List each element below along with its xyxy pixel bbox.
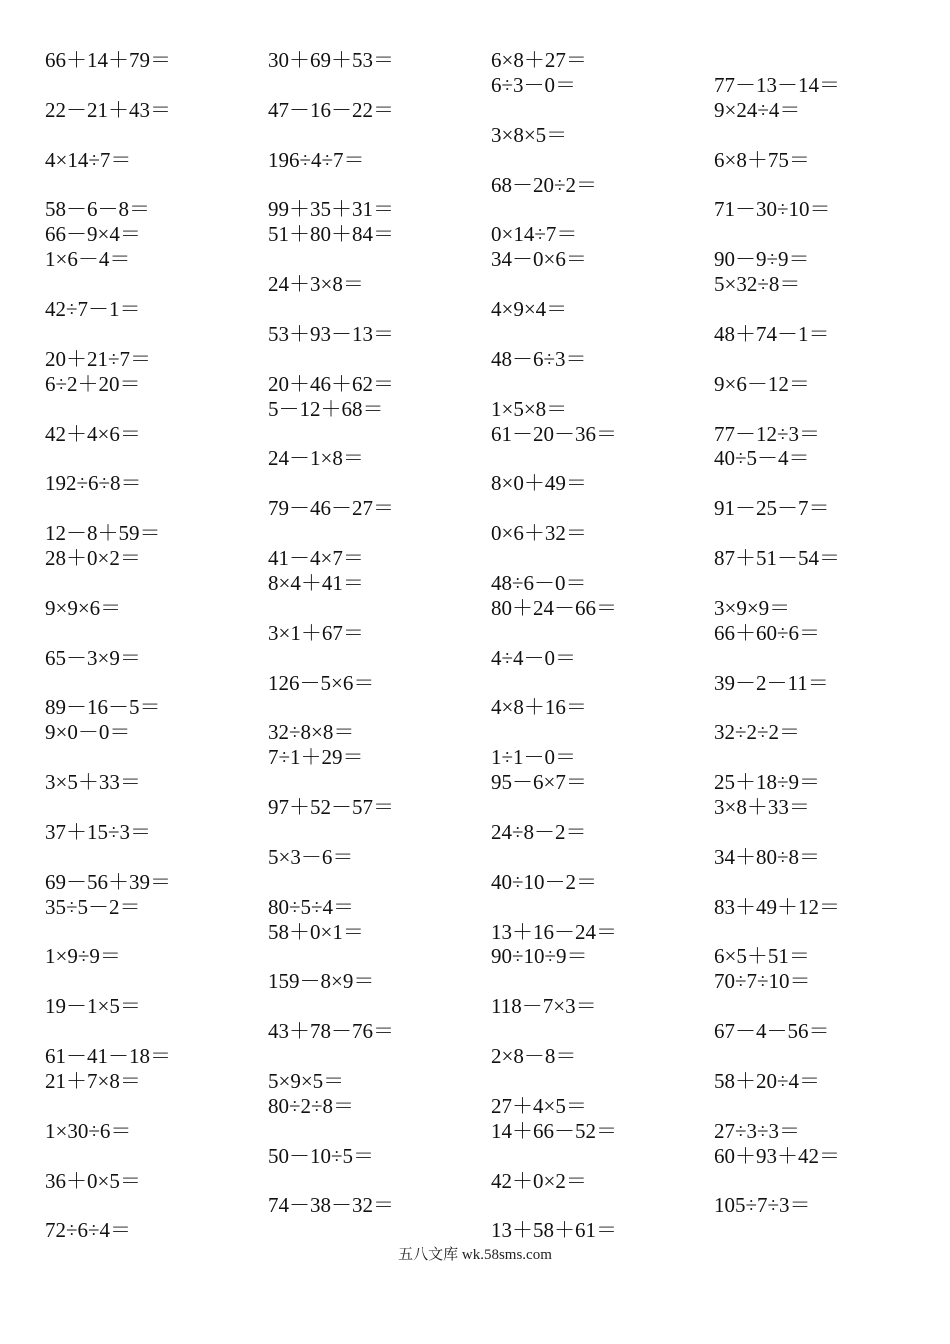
- math-problem: 6÷2＋20＝: [45, 371, 141, 396]
- math-problem: 3×8×5＝: [491, 122, 568, 147]
- footer-watermark: 五八文库 wk.58sms.com: [398, 1247, 552, 1263]
- math-problem: 12－8＋59＝: [45, 521, 161, 546]
- math-problem: 67－4－56＝: [714, 1019, 830, 1044]
- math-problem: 7÷1＋29＝: [268, 745, 364, 770]
- math-problem: 48－6÷3＝: [491, 346, 587, 371]
- math-problem: 70÷7÷10＝: [714, 969, 811, 994]
- math-problem: 95－6×7＝: [491, 770, 587, 795]
- math-problem: 9×9×6＝: [45, 595, 122, 620]
- math-problem: 53＋93－13＝: [268, 321, 394, 346]
- math-problem: 9×6－12＝: [714, 371, 810, 396]
- math-problem: 37＋15÷3＝: [45, 819, 152, 844]
- math-problem: 97＋52－57＝: [268, 795, 394, 819]
- math-problem: 39－2－11＝: [714, 670, 829, 695]
- math-problem: 6×5＋51＝: [714, 944, 810, 969]
- math-problem: 0×14÷7＝: [491, 222, 578, 247]
- math-problem: 25＋18÷9＝: [714, 770, 821, 795]
- math-problem: 77－13－14＝: [714, 72, 840, 97]
- math-problem: 83＋49＋12＝: [714, 894, 840, 919]
- math-problem: 6×8＋75＝: [714, 147, 810, 172]
- math-problem: 6×8＋27＝: [491, 48, 587, 72]
- math-problem: 4×9×4＝: [491, 297, 568, 321]
- math-problem: 35÷5－2＝: [45, 894, 141, 919]
- math-problem: 105÷7÷3＝: [714, 1193, 811, 1218]
- math-problem: 4×8＋16＝: [491, 695, 587, 720]
- math-problem: 14＋66－52＝: [491, 1118, 617, 1143]
- math-problem: 22－21＋43＝: [45, 97, 171, 122]
- math-problem: 58＋0×1＝: [268, 919, 364, 944]
- math-problem: 3×9×9＝: [714, 595, 791, 620]
- math-problem: 66＋60÷6＝: [714, 620, 821, 645]
- math-problem: 3×5＋33＝: [45, 770, 141, 795]
- math-problem: 24－1×8＝: [268, 446, 364, 471]
- math-problem: 1×9÷9＝: [45, 944, 121, 969]
- math-problem: 126－5×6＝: [268, 670, 375, 695]
- problem-column-2: [268, 0, 490, 1260]
- math-problem: 0×6＋32＝: [491, 521, 587, 546]
- math-problem: 60＋93＋42＝: [714, 1143, 840, 1168]
- math-problem: 20＋21÷7＝: [45, 346, 152, 371]
- math-problem: 2×8－8＝: [491, 1044, 577, 1068]
- math-problem: 5×3－6＝: [268, 844, 354, 869]
- math-problem: 72÷6÷4＝: [45, 1218, 132, 1243]
- math-problem: 5－12＋68＝: [268, 396, 384, 421]
- math-problem: 80÷5÷4＝: [268, 894, 355, 919]
- math-problem: 42＋4×6＝: [45, 421, 141, 446]
- math-problem: 3×1＋67＝: [268, 620, 364, 645]
- math-problem: 196÷4÷7＝: [268, 147, 365, 172]
- math-problem: 34－0×6＝: [491, 247, 587, 272]
- math-problem: 28＋0×2＝: [45, 546, 141, 570]
- math-problem: 61－41－18＝: [45, 1044, 171, 1068]
- math-problem: 4÷4－0＝: [491, 645, 577, 670]
- math-problem: 24＋3×8＝: [268, 272, 364, 297]
- math-problem: 34＋80÷8＝: [714, 844, 821, 869]
- math-problem: 1×30÷6＝: [45, 1118, 132, 1143]
- math-problem: 61－20－36＝: [491, 421, 617, 446]
- math-problem: 41－4×7＝: [268, 546, 364, 570]
- math-problem: 66＋14＋79＝: [45, 48, 171, 72]
- math-problem: 27＋4×5＝: [491, 1093, 587, 1118]
- math-problem: 47－16－22＝: [268, 97, 394, 122]
- math-problem: 87＋51－54＝: [714, 546, 840, 570]
- math-problem: 43＋78－76＝: [268, 1019, 394, 1044]
- math-problem: 13＋16－24＝: [491, 919, 617, 944]
- math-problem: 32÷2÷2＝: [714, 720, 801, 745]
- math-problem: 3×8＋33＝: [714, 795, 810, 819]
- math-problem: 91－25－7＝: [714, 496, 830, 521]
- math-problem: 80÷2÷8＝: [268, 1093, 355, 1118]
- math-problem: 77－12÷3＝: [714, 421, 821, 446]
- math-problem: 40÷5－4＝: [714, 446, 810, 471]
- math-problem: 21＋7×8＝: [45, 1068, 141, 1093]
- math-problem: 13＋58＋61＝: [491, 1218, 617, 1243]
- math-problem: 36＋0×5＝: [45, 1168, 141, 1193]
- math-problem: 48÷6－0＝: [491, 570, 587, 595]
- math-problem: 30＋69＋53＝: [268, 48, 394, 72]
- math-problem: 1×6－4＝: [45, 247, 131, 272]
- math-problem: 74－38－32＝: [268, 1193, 394, 1218]
- math-problem: 68－20÷2＝: [491, 172, 598, 197]
- math-problem: 90－9÷9＝: [714, 247, 810, 272]
- math-problem: 50－10÷5＝: [268, 1143, 375, 1168]
- math-problem: 65－3×9＝: [45, 645, 141, 670]
- problem-column-1: [45, 0, 267, 1260]
- math-problem: 1÷1－0＝: [491, 745, 577, 770]
- math-problem: 40÷10－2＝: [491, 869, 598, 894]
- problem-column-3: [491, 0, 713, 1260]
- math-problem: 32÷8×8＝: [268, 720, 355, 745]
- math-problem: 71－30÷10＝: [714, 197, 831, 222]
- math-problem: 5×32÷8＝: [714, 272, 801, 297]
- math-problem: 24÷8－2＝: [491, 819, 587, 844]
- math-problem: 159－8×9＝: [268, 969, 375, 994]
- math-problem: 89－16－5＝: [45, 695, 161, 720]
- math-problem: 42÷7－1＝: [45, 297, 141, 321]
- math-problem: 80＋24－66＝: [491, 595, 617, 620]
- math-problem: 79－46－27＝: [268, 496, 394, 521]
- problem-column-4: [714, 0, 936, 1260]
- math-problem: 19－1×5＝: [45, 994, 141, 1019]
- math-problem: 5×9×5＝: [268, 1068, 345, 1093]
- math-problem: 42＋0×2＝: [491, 1168, 587, 1193]
- math-problem: 9×0－0＝: [45, 720, 131, 745]
- math-problem: 6÷3－0＝: [491, 72, 577, 97]
- math-problem: 118－7×3＝: [491, 994, 597, 1019]
- math-problem: 9×24÷4＝: [714, 97, 801, 122]
- math-problem: 69－56＋39＝: [45, 869, 171, 894]
- math-problem: 90÷10÷9＝: [491, 944, 588, 969]
- math-problem: 8×0＋49＝: [491, 471, 587, 496]
- math-problem: 20＋46＋62＝: [268, 371, 394, 396]
- math-problem: 51＋80＋84＝: [268, 222, 394, 247]
- math-problem: 58－6－8＝: [45, 197, 150, 222]
- math-problem: 27÷3÷3＝: [714, 1118, 801, 1143]
- math-problem: 4×14÷7＝: [45, 147, 132, 172]
- math-problem: 192÷6÷8＝: [45, 471, 142, 496]
- math-problem: 58＋20÷4＝: [714, 1068, 821, 1093]
- math-problem: 48＋74－1＝: [714, 321, 830, 346]
- math-problem: 66－9×4＝: [45, 222, 141, 247]
- math-problem: 1×5×8＝: [491, 396, 568, 421]
- math-problem: 99＋35＋31＝: [268, 197, 394, 222]
- math-problem: 8×4＋41＝: [268, 570, 364, 595]
